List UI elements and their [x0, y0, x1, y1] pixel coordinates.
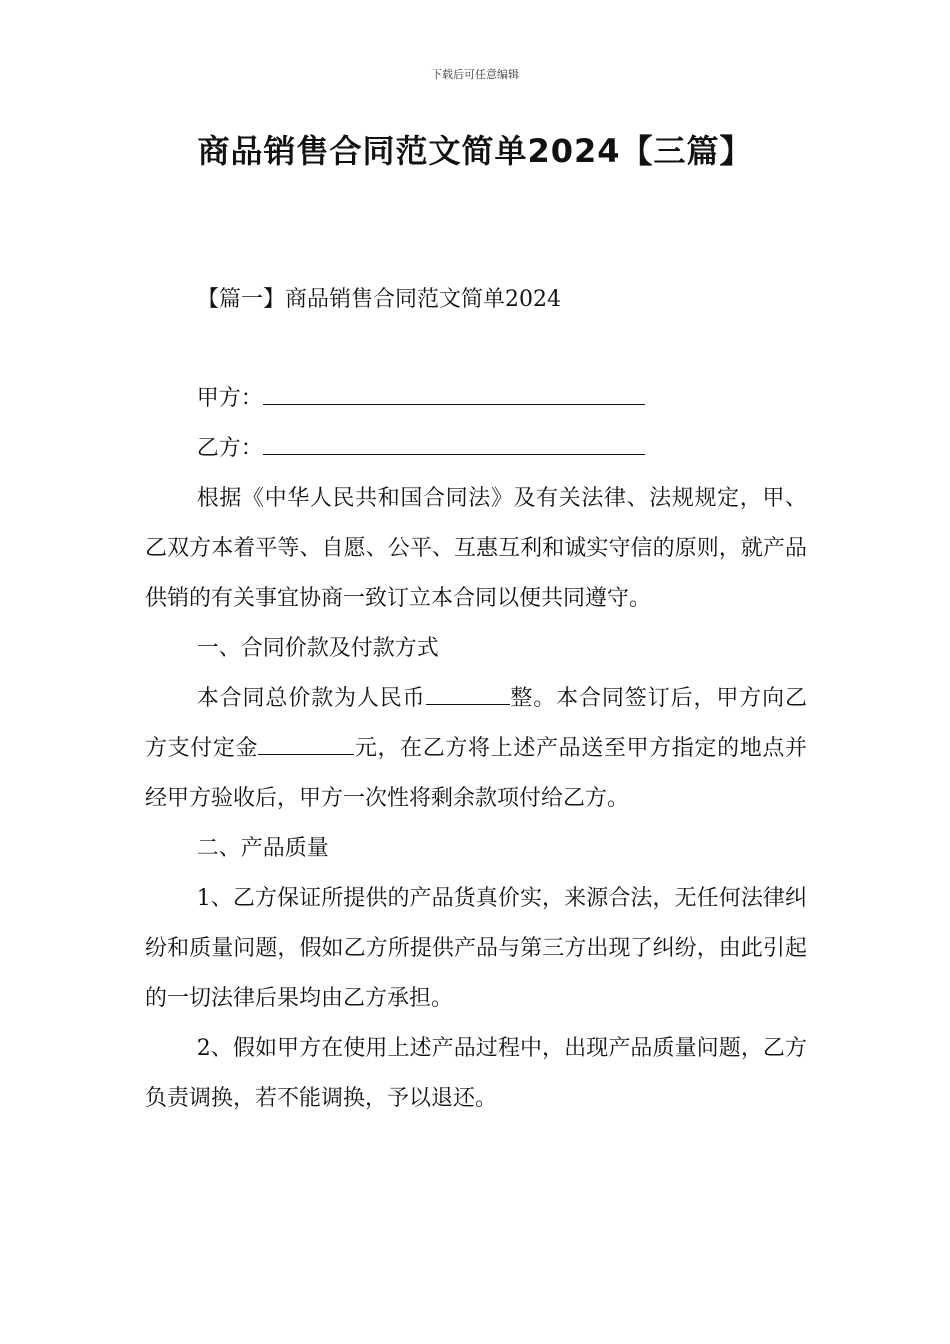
clause-2-item-2: 2、假如甲方在使用上述产品过程中，出现产品质量问题，乙方负责调换，若不能调换，予以退还。 [145, 1036, 807, 1111]
clause-1-paragraph [145, 674, 807, 824]
party-b-line [145, 424, 807, 474]
clause-1-text-b: 整。本合同签订后，甲方向乙方支付定金 [145, 686, 807, 761]
party-b-blank [263, 434, 645, 455]
intro-paragraph: 根据《中华人民共和国合同法》及有关法律、法规规定，甲、乙双方本着平等、自愿、公平、互惠互利和诚实守信的原则，就产品供销的有关事宜协商一致订立本合同以便共同遵守。 [145, 486, 807, 611]
contract-body [145, 374, 807, 1124]
deposit-blank [258, 734, 354, 755]
clause-2-item-1: 1、乙方保证所提供的产品货真价实，来源合法，无任何法律纠纷和质量问题，假如乙方所提供产品与第三方出现了纠纷，由此引起的一切法律后果均由乙方承担。 [145, 886, 807, 1011]
party-a-label: 甲方： [196, 386, 263, 411]
document-title: 商品销售合同范文简单2024【三篇】 [197, 132, 753, 170]
party-a-blank [263, 384, 645, 405]
clause-2-heading: 二、产品质量 [196, 836, 329, 861]
total-price-blank [426, 684, 510, 705]
header-note: 下载后可任意编辑 [431, 68, 519, 81]
party-b-label: 乙方： [196, 436, 263, 461]
party-a-line [145, 374, 807, 424]
clause-1-heading: 一、合同价款及付款方式 [196, 636, 439, 661]
clause-1-text-a: 本合同总价款为人民币 [196, 686, 426, 711]
section-title: 【篇一】商品销售合同范文简单2024 [197, 287, 561, 312]
clause-1-text-c: 元，在乙方将上述产品送至甲方指定的地点并经甲方验收后，甲方一次性将剩余款项付给乙方。 [145, 736, 807, 811]
